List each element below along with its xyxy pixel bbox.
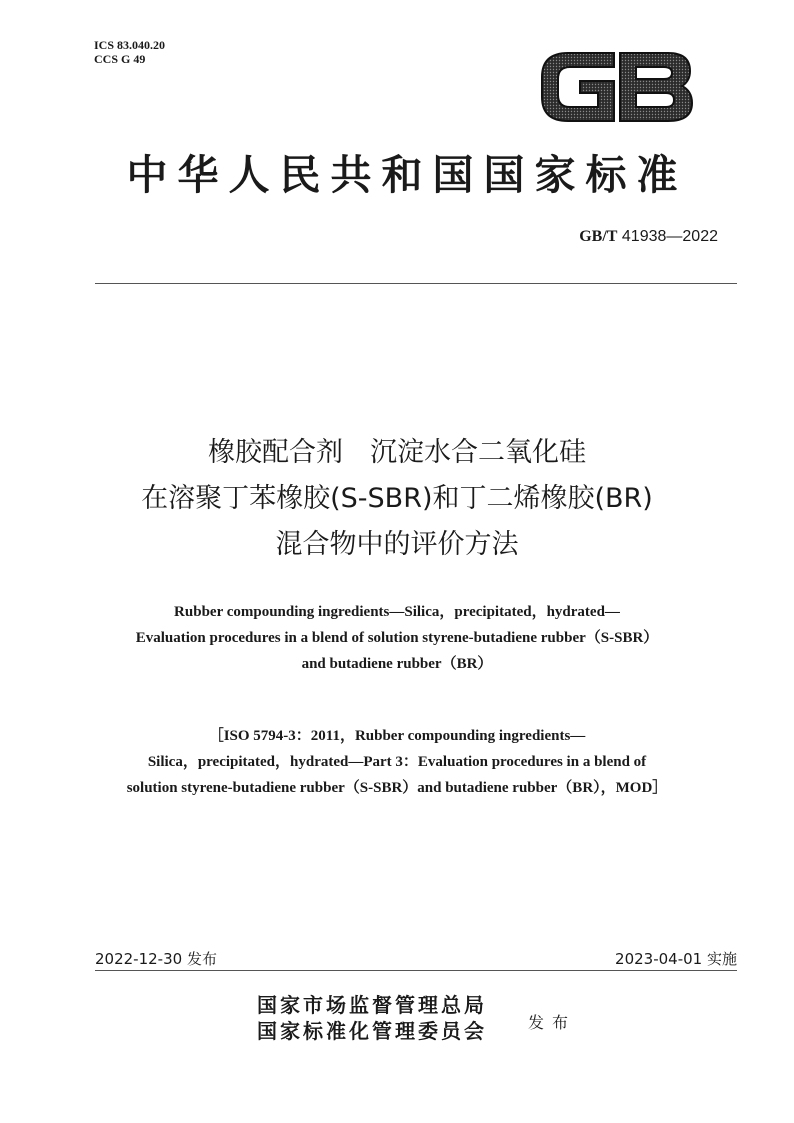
issuing-authorities bbox=[257, 992, 487, 1044]
ccs-code: CCS G 49 bbox=[94, 52, 146, 66]
header-divider bbox=[95, 283, 737, 284]
issue-date: 2022-12-30 发布 bbox=[95, 950, 217, 968]
standard-code: 41938—2022 bbox=[621, 228, 718, 245]
english-title bbox=[0, 599, 794, 677]
standard-title: 中华人民共和国国家标准 bbox=[126, 151, 688, 199]
publish-label: 发布 bbox=[528, 1013, 577, 1032]
iso-reference-line-2: Silica，precipitated，hydrated—Part 3：Evaluation procedures in a blend of bbox=[147, 754, 647, 770]
chinese-title-line-3: 混合物中的评价方法 bbox=[275, 529, 519, 560]
issuer-line-2: 国家标准化管理委员会 bbox=[257, 1019, 487, 1043]
english-title-line-3: and butadiene rubber（BR） bbox=[301, 656, 493, 672]
standard-number bbox=[579, 228, 718, 246]
english-title-line-1: Rubber compounding ingredients—Silica，precipitated，hydrated— bbox=[174, 604, 620, 620]
iso-reference bbox=[0, 723, 794, 801]
implementation-date: 2023-04-01 实施 bbox=[615, 950, 737, 968]
classification-codes bbox=[94, 38, 165, 66]
chinese-title-line-1: 橡胶配合剂 沉淀水合二氧化硅 bbox=[208, 437, 586, 468]
gb-logo bbox=[540, 47, 694, 127]
english-title-line-2: Evaluation procedures in a blend of solution styrene-butadiene rubber（S-SBR） bbox=[135, 630, 659, 646]
ics-code: ICS 83.040.20 bbox=[94, 38, 166, 52]
standard-prefix: GB/T bbox=[579, 228, 618, 245]
iso-reference-line-1: ［ISO 5794-3：2011，Rubber compounding ingredients— bbox=[208, 728, 586, 744]
chinese-title bbox=[0, 430, 794, 568]
chinese-title-line-2: 在溶聚丁苯橡胶(S-SBR)和丁二烯橡胶(BR) bbox=[141, 483, 653, 514]
issuer-line-1: 国家市场监督管理总局 bbox=[257, 993, 487, 1017]
gb-logo-icon bbox=[540, 47, 694, 127]
iso-reference-line-3: solution styrene-butadiene rubber（S-SBR）and butadiene rubber（BR），MOD］ bbox=[126, 780, 668, 796]
footer-divider bbox=[95, 970, 737, 971]
